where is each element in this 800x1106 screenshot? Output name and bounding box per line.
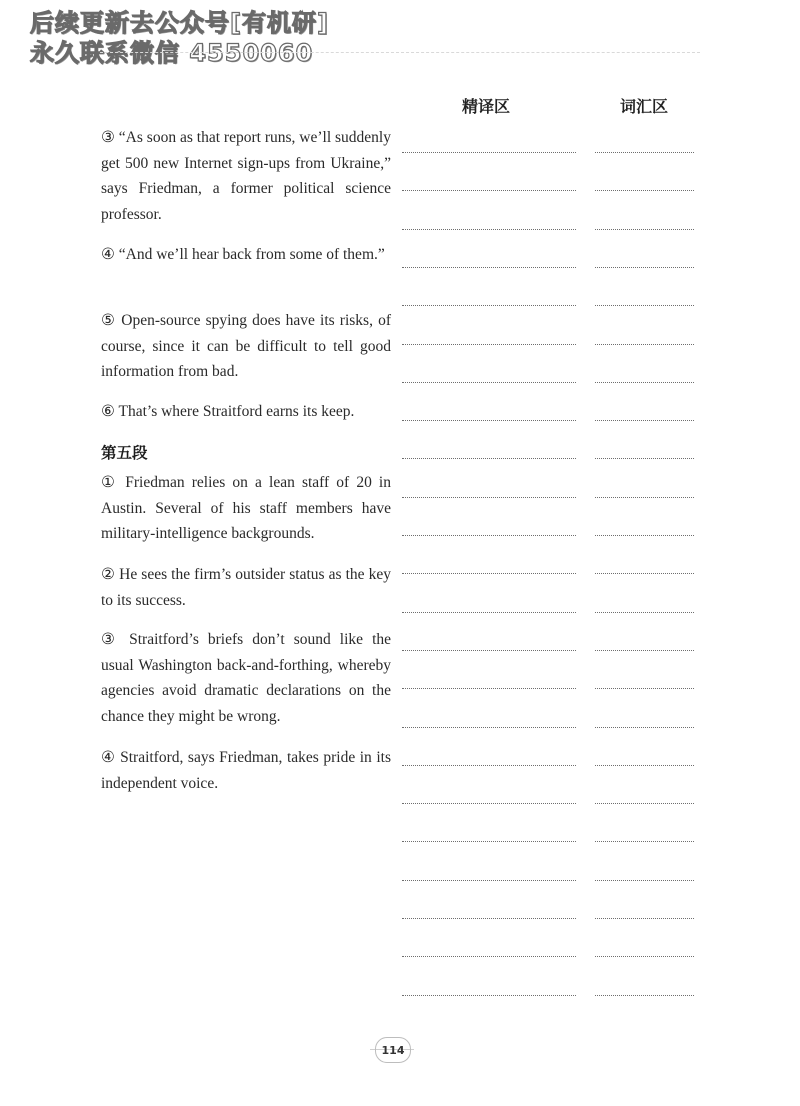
translation-writing-line[interactable] [402,458,576,459]
vocabulary-writing-line[interactable] [595,688,694,689]
vocabulary-writing-line[interactable] [595,956,694,957]
section-heading: 第五段 [101,444,148,462]
translation-writing-line[interactable] [402,152,576,153]
translation-writing-line[interactable] [402,190,576,191]
paragraph-5-1: ① Friedman relies on a lean staff of 20 in Austin. Several of his staff members have military-intelligence backgrounds. [101,474,391,542]
paragraph-5-2: ② He sees the firm’s outsider status as the key to its success. [101,566,391,609]
vocabulary-writing-line[interactable] [595,803,694,804]
vocabulary-writing-line[interactable] [595,497,694,498]
translation-writing-line[interactable] [402,497,576,498]
vocabulary-writing-line[interactable] [595,420,694,421]
watermark [30,8,329,68]
translation-writing-line[interactable] [402,267,576,268]
vocabulary-writing-line[interactable] [595,841,694,842]
translation-writing-line[interactable] [402,573,576,574]
translation-writing-line[interactable] [402,612,576,613]
translation-writing-line[interactable] [402,535,576,536]
translation-column-heading: 精译区 [462,97,511,116]
vocabulary-writing-line[interactable] [595,382,694,383]
vocabulary-writing-line[interactable] [595,190,694,191]
paragraph-4-3: ③ “As soon as that report runs, we’ll suddenly get 500 new Internet sign-ups from Ukraine,” says Friedman, a former political science professor. [101,129,391,223]
vocabulary-writing-line[interactable] [595,573,694,574]
vocabulary-writing-line[interactable] [595,650,694,651]
translation-writing-line[interactable] [402,727,576,728]
vocabulary-writing-line[interactable] [595,918,694,919]
translation-writing-line[interactable] [402,688,576,689]
translation-writing-line[interactable] [402,420,576,421]
translation-writing-line[interactable] [402,956,576,957]
vocabulary-writing-line[interactable] [595,267,694,268]
vocabulary-column-heading: 词汇区 [620,97,669,116]
translation-writing-line[interactable] [402,382,576,383]
paragraph-5-3: ③ Straitford’s briefs don’t sound like the usual Washington back-and-forthing, whereby agencies avoid dramatic declarations on the chance they might be wrong. [101,631,391,725]
vocabulary-writing-line[interactable] [595,765,694,766]
vocabulary-writing-line[interactable] [595,535,694,536]
watermark-line-2: 永久联系微信 4550060 [30,39,314,67]
vocabulary-writing-line[interactable] [595,229,694,230]
vocabulary-writing-line[interactable] [595,152,694,153]
translation-writing-line[interactable] [402,880,576,881]
header-rule [100,52,700,53]
paragraph-4-5: ⑤ Open-source spying does have its risks, of course, since it can be difficult to tell good information from bad. [101,312,391,380]
translation-writing-line[interactable] [402,305,576,306]
translation-writing-line[interactable] [402,229,576,230]
paragraph-4-4: ④ “And we’ll hear back from some of them.” [101,246,385,263]
translation-writing-line[interactable] [402,765,576,766]
translation-writing-line[interactable] [402,841,576,842]
translation-writing-line[interactable] [402,344,576,345]
translation-writing-line[interactable] [402,803,576,804]
paragraph-5-4: ④ Straitford, says Friedman, takes pride in its independent voice. [101,749,391,792]
translation-writing-line[interactable] [402,918,576,919]
watermark-line-1: 后续更新去公众号[有机研] [30,9,329,37]
vocabulary-writing-line[interactable] [595,727,694,728]
vocabulary-writing-line[interactable] [595,458,694,459]
vocabulary-writing-line[interactable] [595,612,694,613]
vocabulary-writing-line[interactable] [595,344,694,345]
vocabulary-writing-line[interactable] [595,880,694,881]
page-number: 114 [375,1037,411,1063]
paragraph-4-6: ⑥ That’s where Straitford earns its keep. [101,403,355,420]
translation-writing-line[interactable] [402,650,576,651]
vocabulary-writing-line[interactable] [595,305,694,306]
translation-writing-line[interactable] [402,995,576,996]
vocabulary-writing-line[interactable] [595,995,694,996]
